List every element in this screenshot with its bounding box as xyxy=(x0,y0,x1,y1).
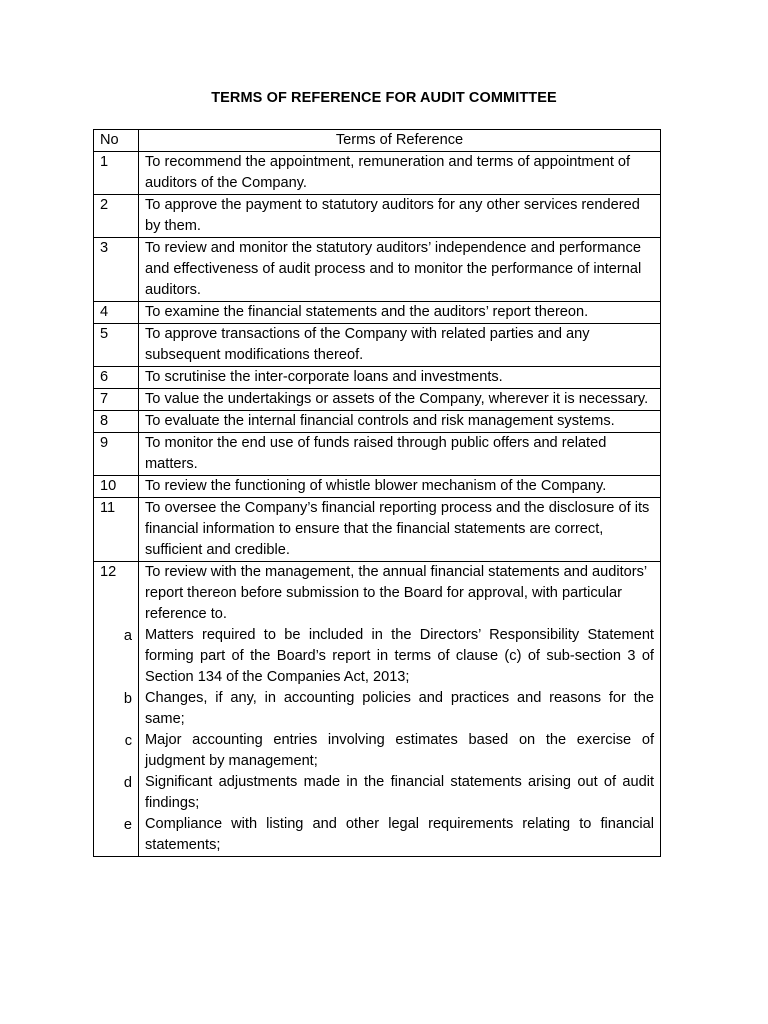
row-text: To approve transactions of the Company with related parties and any subsequent modifications thereof. xyxy=(139,324,661,367)
row-number: 1 xyxy=(94,152,139,195)
table-row xyxy=(94,302,661,324)
row-number: 9 xyxy=(94,433,139,476)
subitem-letter: b xyxy=(123,690,132,707)
table-header-row xyxy=(94,130,661,152)
column-header-terms: Terms of Reference xyxy=(139,130,661,152)
row-number: 7 xyxy=(94,389,139,411)
subitem-text: Significant adjustments made in the financial statements arising out of audit findings; xyxy=(145,774,654,811)
subitem-text: Changes, if any, in accounting policies and practices and reasons for the same; xyxy=(145,690,654,727)
subitem-letter: a xyxy=(123,627,132,644)
table-row xyxy=(94,367,661,389)
row-number: 3 xyxy=(94,238,139,302)
table-row xyxy=(94,411,661,433)
row-number: 10 xyxy=(94,476,139,498)
subitem-letter: d xyxy=(123,774,132,791)
subitem-text: Matters required to be included in the Directors’ Responsibility Statement forming part of the Board’s report in terms of clause (c) of sub-section 3 of Section 134 of the Companies Act, 2013; xyxy=(145,627,654,685)
row-number: 6 xyxy=(94,367,139,389)
row-number: 11 xyxy=(94,498,139,562)
subitem-letter: e xyxy=(123,816,132,833)
row-text: To evaluate the internal financial controls and risk management systems. xyxy=(139,411,661,433)
row-text: To value the undertakings or assets of the Company, wherever it is necessary. xyxy=(139,389,661,411)
table-row xyxy=(94,498,661,562)
subitem-text: Major accounting entries involving estimates based on the exercise of judgment by management; xyxy=(145,732,654,769)
row-text: To scrutinise the inter-corporate loans and investments. xyxy=(139,367,661,389)
table-row xyxy=(94,152,661,195)
terms-table xyxy=(93,129,661,857)
row-number: 2 xyxy=(94,195,139,238)
row-text: To review and monitor the statutory auditors’ independence and performance and effectiveness of audit process and to monitor the performance of internal auditors. xyxy=(139,238,661,302)
column-header-no: No xyxy=(94,130,139,152)
subitem-text: Compliance with listing and other legal requirements relating to financial statements; xyxy=(145,816,654,853)
table-row xyxy=(94,195,661,238)
row-text: To recommend the appointment, remuneration and terms of appointment of auditors of the Company. xyxy=(139,152,661,195)
row-number xyxy=(94,562,139,857)
table-row xyxy=(94,433,661,476)
document-title: TERMS OF REFERENCE FOR AUDIT COMMITTEE xyxy=(211,90,557,106)
table-row xyxy=(94,389,661,411)
row-text xyxy=(139,562,661,857)
row-number: 8 xyxy=(94,411,139,433)
row-number: 5 xyxy=(94,324,139,367)
row-text: To approve the payment to statutory auditors for any other services rendered by them. xyxy=(139,195,661,238)
table-row xyxy=(94,238,661,302)
table-row xyxy=(94,324,661,367)
row-intro-text: To review with the management, the annual financial statements and auditors’ report thereon before submission to the Board for approval, with particular reference to. xyxy=(145,564,647,622)
row-text: To oversee the Company’s financial reporting process and the disclosure of its financial information to ensure that the financial statements are correct, sufficient and credible. xyxy=(139,498,661,562)
row-text: To monitor the end use of funds raised through public offers and related matters. xyxy=(139,433,661,476)
row-text: To examine the financial statements and the auditors’ report thereon. xyxy=(139,302,661,324)
subitem-letter: c xyxy=(124,732,132,749)
row-number-label: 12 xyxy=(100,564,117,580)
row-number: 4 xyxy=(94,302,139,324)
table-row xyxy=(94,562,661,857)
row-text: To review the functioning of whistle blower mechanism of the Company. xyxy=(139,476,661,498)
table-row xyxy=(94,476,661,498)
